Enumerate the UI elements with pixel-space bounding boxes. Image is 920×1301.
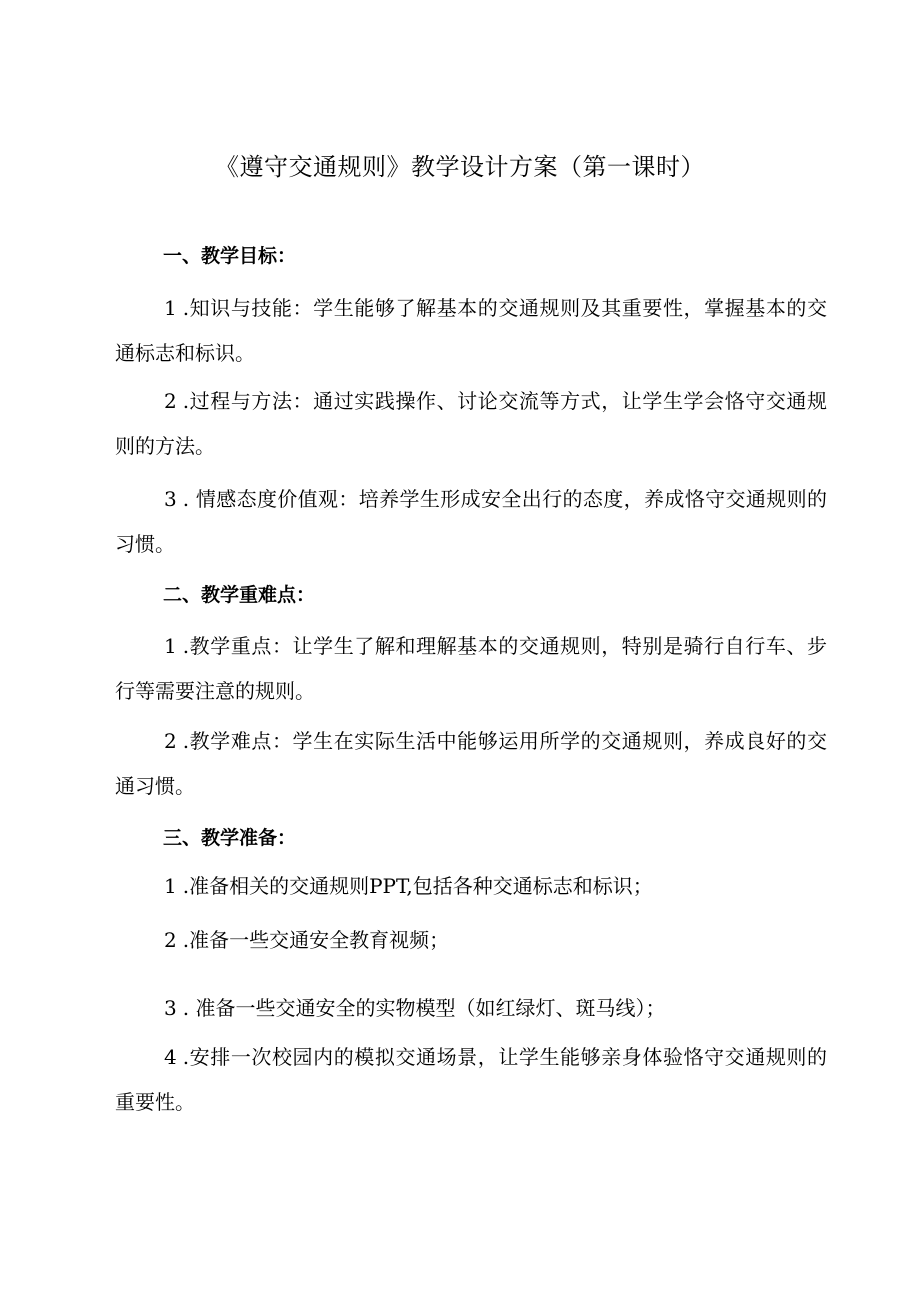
item-text: . 准备一些交通安全的实物模型（如红绿灯、斑马线）； [182, 996, 666, 1020]
item-number: 2 [164, 928, 177, 952]
preparation-item-4 [115, 1035, 827, 1125]
item-number: 1 [164, 296, 177, 320]
section-heading-objectives: 一、教学目标： [163, 245, 297, 267]
item-number: 3 [164, 996, 177, 1020]
document-title: 《遵守交通规则》教学设计方案（第一课时） [215, 153, 705, 181]
section-heading-preparation: 三、教学准备： [163, 827, 297, 849]
item-text: .准备相关的交通规则PPT,包括各种交通标志和标识； [182, 874, 653, 898]
preparation-item-1 [164, 871, 824, 901]
objective-item-2 [115, 379, 827, 469]
item-text: .知识与技能：学生能够了解基本的交通规则及其重要性，掌握基本的交通标志和标识。 [115, 296, 827, 365]
item-number: 1 [164, 874, 177, 898]
item-text: . 情感态度价值观：培养学生形成安全出行的态度，养成恪守交通规则的习惯。 [115, 487, 827, 556]
item-text: .安排一次校园内的模拟交通场景，让学生能够亲身体验恪守交通规则的重要性。 [115, 1045, 827, 1114]
item-number: 1 [164, 634, 177, 658]
preparation-item-3 [164, 993, 824, 1023]
item-number: 3 [164, 487, 177, 511]
objective-item-1 [115, 286, 827, 376]
item-text: .教学重点：让学生了解和理解基本的交通规则，特别是骑行自行车、步行等需要注意的规则。 [115, 634, 827, 703]
preparation-item-2 [164, 925, 824, 955]
item-number: 4 [164, 1045, 177, 1069]
item-text: .教学难点：学生在实际生活中能够运用所学的交通规则，养成良好的交通习惯。 [115, 729, 827, 798]
item-number: 2 [164, 389, 177, 413]
keypoint-item-1 [115, 624, 827, 714]
section-heading-key-points: 二、教学重难点： [163, 584, 316, 606]
item-text: .准备一些交通安全教育视频； [182, 928, 450, 952]
objective-item-3 [115, 477, 827, 567]
item-text: .过程与方法：通过实践操作、讨论交流等方式，让学生学会恪守交通规则的方法。 [115, 389, 827, 458]
keypoint-item-2 [115, 719, 827, 809]
item-number: 2 [164, 729, 177, 753]
